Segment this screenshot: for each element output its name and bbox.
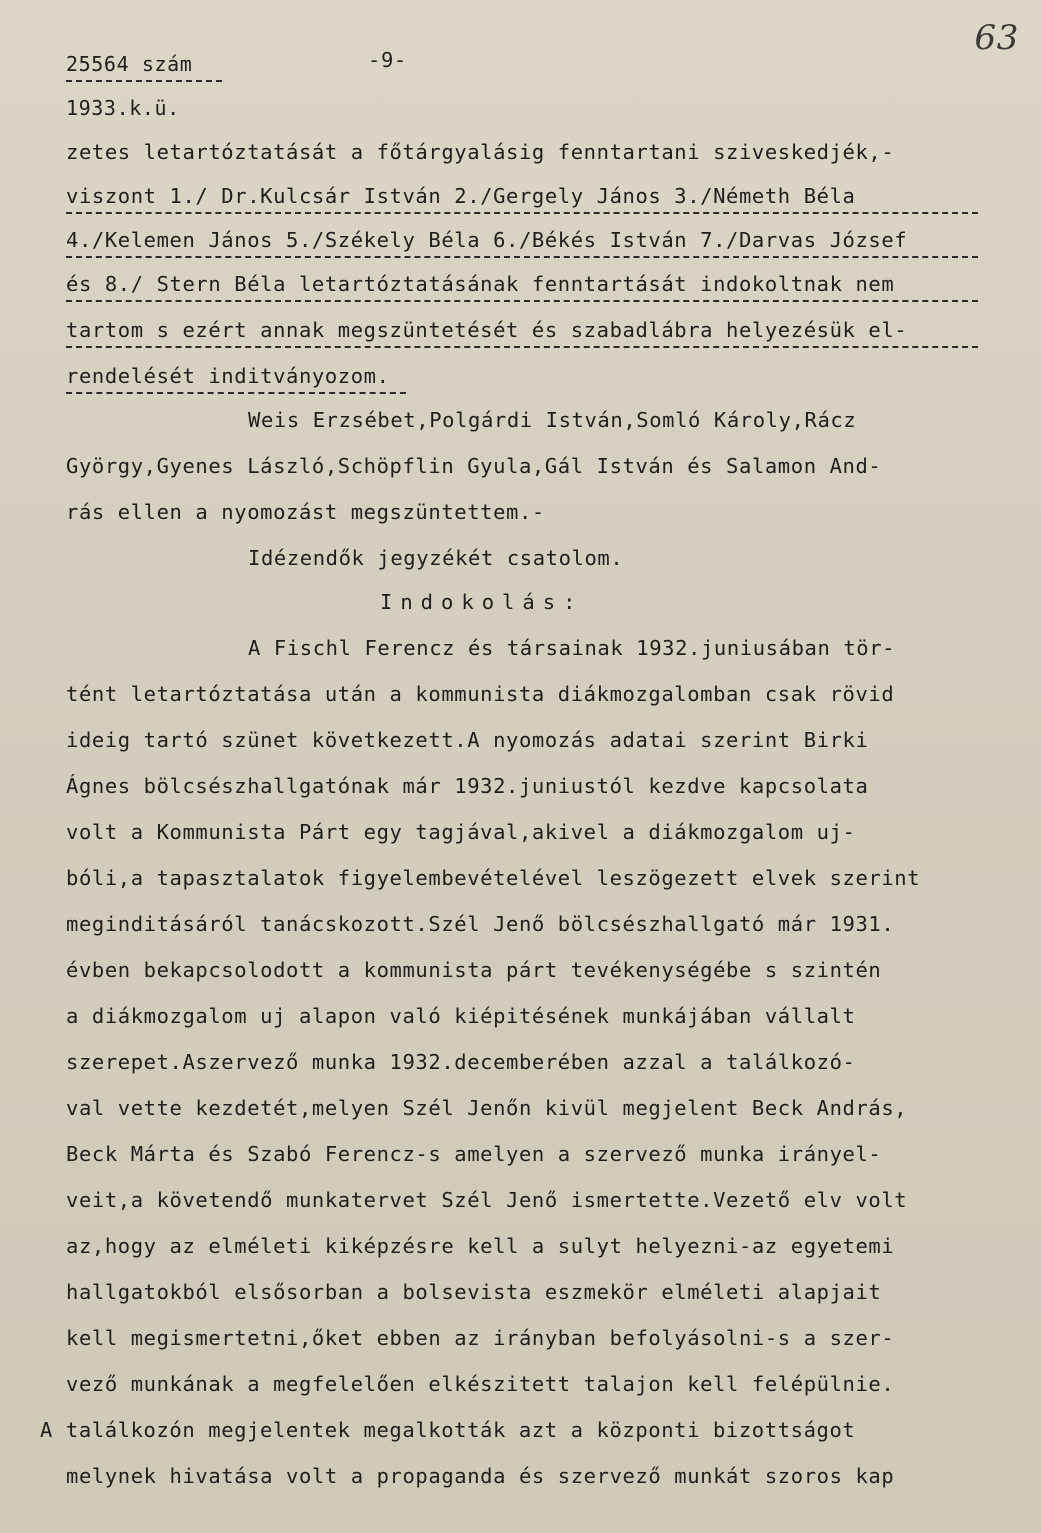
underline-3: [66, 256, 978, 258]
body-line-14: ideig tartó szünet következett.A nyomozás adatai szerint Birki: [66, 728, 869, 752]
underline-2: [66, 212, 978, 214]
body-line-29: A találkozón megjelentek megalkották azt a központi bizottságot: [40, 1418, 856, 1442]
underline-5: [66, 346, 978, 348]
underline-6: [66, 392, 406, 394]
body-line-22: val vette kezdetét,melyen Szél Jenőn kivül megjelent Beck András,: [66, 1096, 908, 1120]
handwritten-page-number: 63: [974, 18, 1019, 58]
body-line-6: rendelését inditványozom.: [66, 364, 390, 388]
body-line-1: zetes letartóztatását a főtárgyalásig fenntartani sziveskedjék,-: [66, 140, 895, 164]
registry-number: 1933.k.ü.: [66, 96, 180, 120]
body-line-30: melynek hivatása volt a propaganda és szervező munkát szoros kap: [66, 1464, 895, 1488]
body-line-25: az,hogy az elméleti kiképzésre kell a sulyt helyezni-az egyetemi: [66, 1234, 895, 1258]
body-line-17: bóli,a tapasztalatok figyelembevételével leszögezett elvek szerint: [66, 866, 921, 890]
file-number-underline: [66, 80, 222, 82]
body-line-26: hallgatokból elsősorban a bolsevista eszmekör elméleti alapjait: [66, 1280, 882, 1304]
body-line-23: Beck Márta és Szabó Ferencz-s amelyen a szervező munka irányel-: [66, 1142, 882, 1166]
body-line-19: évben bekapcsolodott a kommunista párt tevékenységébe s szintén: [66, 958, 882, 982]
body-line-4: és 8./ Stern Béla letartóztatásának fenntartását indokoltnak nem: [66, 272, 895, 296]
body-line-16: volt a Kommunista Párt egy tagjával,akivel a diákmozgalom uj-: [66, 820, 856, 844]
body-line-20: a diákmozgalom uj alapon való kiépitésének munkájában vállalt: [66, 1004, 856, 1028]
body-line-27: kell megismertetni,őket ebben az irányban befolyásolni-s a szer-: [66, 1326, 895, 1350]
body-line-5: tartom s ezért annak megszüntetését és szabadlábra helyezésük el-: [66, 318, 908, 342]
body-line-13: tént letartóztatása után a kommunista diákmozgalomban csak rövid: [66, 682, 895, 706]
body-line-21: szerepet.Aszervező munka 1932.decemberében azzal a találkozó-: [66, 1050, 856, 1074]
body-line-15: Ágnes bölcsészhallgatónak már 1932.juniustól kezdve kapcsolata: [66, 774, 869, 798]
body-line-2: viszont 1./ Dr.Kulcsár István 2./Gergely János 3./Németh Béla: [66, 184, 856, 208]
body-line-24: veit,a követendő munkatervet Szél Jenő ismertette.Vezető elv volt: [66, 1188, 908, 1212]
page-marker: -9-: [368, 48, 407, 72]
file-number: 25564 szám: [66, 52, 193, 76]
section-heading-indokolas: Indokolás:: [380, 590, 584, 614]
body-line-18: meginditásáról tanácskozott.Szél Jenő bölcsészhallgató már 1931.: [66, 912, 895, 936]
body-line-7: Weis Erzsébet,Polgárdi István,Somló Károly,Rácz: [248, 408, 857, 432]
body-line-3: 4./Kelemen János 5./Székely Béla 6./Békés István 7./Darvas József: [66, 228, 908, 252]
body-line-10: Idézendők jegyzékét csatolom.: [248, 546, 624, 570]
body-line-8: György,Gyenes László,Schöpflin Gyula,Gál István és Salamon And-: [66, 454, 882, 478]
underline-4: [66, 300, 978, 302]
body-line-12: A Fischl Ferencz és társainak 1932.juniusában tör-: [248, 636, 896, 660]
body-line-28: vező munkának a megfelelően elkészitett talajon kell felépülnie.: [66, 1372, 895, 1396]
body-line-9: rás ellen a nyomozást megszüntettem.-: [66, 500, 545, 524]
